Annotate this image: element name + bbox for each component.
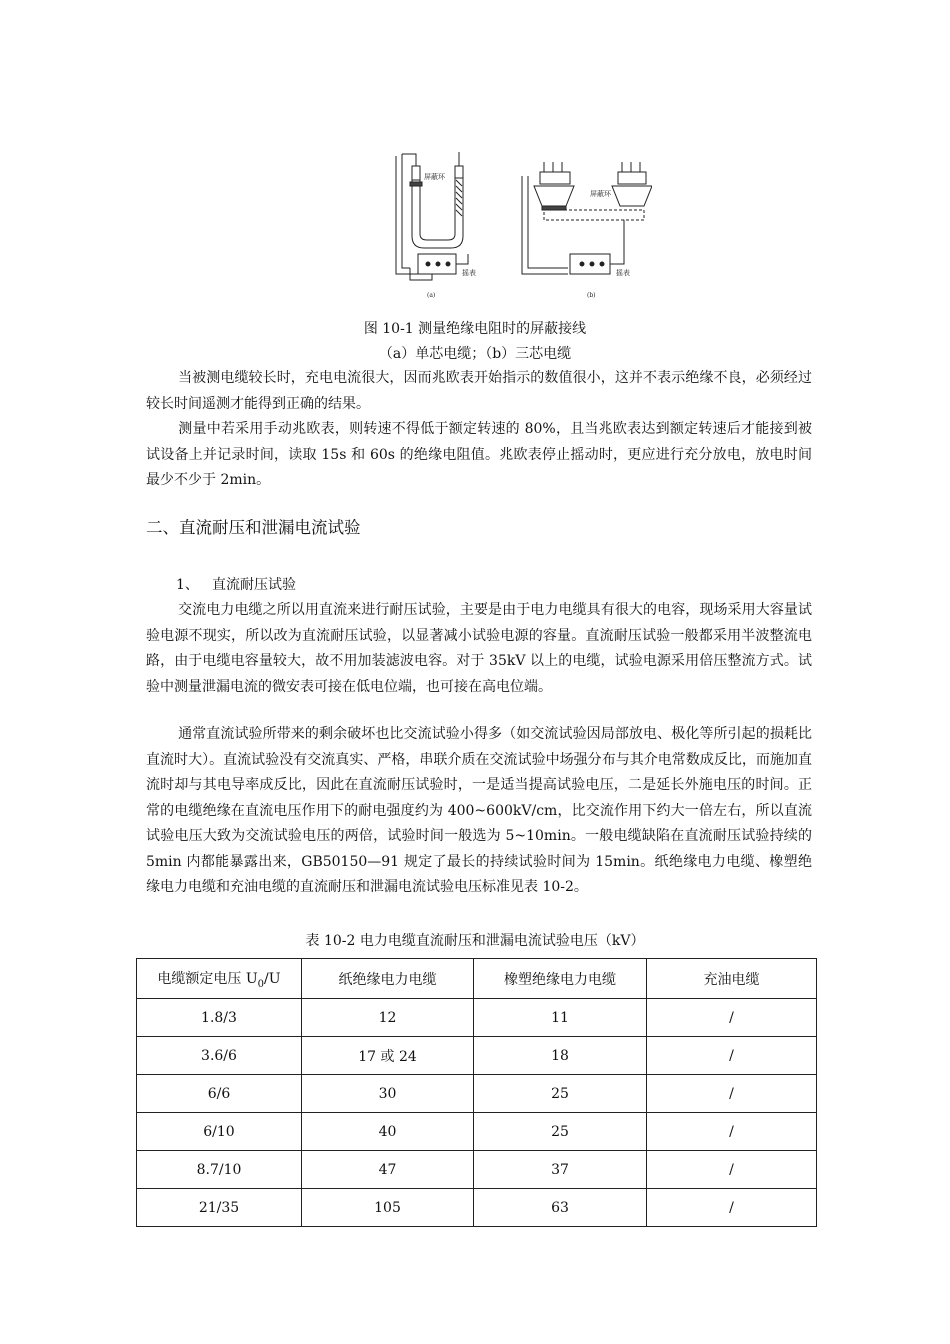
cell: 12 <box>302 999 474 1037</box>
cell: 3.6/6 <box>137 1037 302 1075</box>
cell: / <box>647 1151 817 1189</box>
cell: 8.7/10 <box>137 1151 302 1189</box>
cell: / <box>647 1189 817 1227</box>
table-row <box>137 999 817 1037</box>
cable-head-b-left <box>534 186 574 206</box>
terminal-b-right <box>618 172 646 184</box>
paragraph-4: 通常直流试验所带来的剩余破坏也比交流试验小得多（如交流试验因局部放电、极化等所引起的损耗比直流时大）。直流试验没有交流真实、严格，串联介质在交流试验中场强分布与其介电常数成反比，而施加直流时却与其电导率成反比，因此在直流耐压试验时，一是适当提高试验电压，二是延长外施电压的时间。正常的电缆绝缘在直流电压作用下的耐电强度约为 400~600kV/cm，比交流作用下约大一倍左右，所以直流试验电压大致为交流试验电压的两倍，试验时间一般选为 5~10min。一般电缆缺陷在直流耐压试验持续的 5min 内都能暴露出来，GB50150—91 规定了最长的持续试验时间为 15min。纸绝缘电力电缆、橡塑绝缘电力电缆和充油电缆的直流耐压和泄漏电流试验电压标准见表 10-2。 <box>146 726 812 895</box>
cell: 105 <box>302 1189 474 1227</box>
cell: 17 或 24 <box>302 1037 474 1075</box>
lead-wire-b <box>522 176 568 274</box>
table-row <box>137 1151 817 1189</box>
cell: / <box>647 1113 817 1151</box>
cell: 63 <box>474 1189 647 1227</box>
table-header-row <box>137 959 817 999</box>
megger-label-b: 摇表 <box>616 269 630 277</box>
shielding-wiring-diagram <box>372 146 652 306</box>
header-paper-insulated: 纸绝缘电力电缆 <box>302 959 474 999</box>
cell: / <box>647 999 817 1037</box>
cable-a-inner <box>420 178 455 240</box>
cable-head-b-right <box>612 186 652 206</box>
paragraph-3: 交流电力电缆之所以用直流来进行耐压试验，主要是由于电力电缆具有很大的电容，现场采用大容量试验电源不现实，所以改为直流耐压试验，以显著减小试验电源的容量。直流耐压试验一般都采用半波整流电路，由于电缆电容量较大，故不用加装滤波电容。对于 35kV 以上的电缆，试验电源采用倍压整流方式。试验中测量泄漏电流的微安表可接在低电位端，也可接在高电位端。 <box>146 602 812 695</box>
subsection-heading <box>176 574 296 594</box>
figure-caption: 图 10-1 测量绝缘电阻时的屏蔽接线 <box>363 321 587 337</box>
cell: 11 <box>474 999 647 1037</box>
table-row <box>137 1037 817 1075</box>
sub-label-a: (a) <box>427 292 436 299</box>
table-row <box>137 1113 817 1151</box>
lead-wire-a <box>402 154 410 268</box>
cell: 6/6 <box>137 1075 302 1113</box>
test-voltage-table <box>136 958 817 1227</box>
shield-ring-label-b: 屏蔽环 <box>590 190 611 198</box>
shield-ring-b <box>542 206 566 210</box>
figure-subcaption: （a）单芯电缆；（b）三芯电缆 <box>378 346 572 362</box>
cell: 47 <box>302 1151 474 1189</box>
header-oil-filled: 充油电缆 <box>647 959 817 999</box>
shield-ring-a <box>410 182 422 186</box>
lead-top-a <box>402 154 416 166</box>
terminal-b-left <box>540 172 570 184</box>
cell: 6/10 <box>137 1113 302 1151</box>
subsection-number: 1、 <box>176 577 199 593</box>
table-caption: 表 10-2 电力电缆直流耐压和泄漏电流试验电压（kV） <box>305 933 645 949</box>
header-rated-voltage: 电缆额定电压 $U_0/U$ <box>137 959 302 999</box>
cell: 40 <box>302 1113 474 1151</box>
section-heading: 二、直流耐压和泄漏电流试验 <box>146 518 361 537</box>
paragraph-2: 测量中若采用手动兆欧表，则转速不得低于额定转速的 80%，且当兆欧表达到额定转速后才能接到被试设备上并记录时间，读取 15s 和 60s 的绝缘电阻值。兆欧表停止摇动时，更应进行充分放电，放电时间最少不少于 2min。 <box>146 421 812 488</box>
cell: 1.8/3 <box>137 999 302 1037</box>
shield-ring-label-a: 屏蔽环 <box>424 173 445 181</box>
shielding-wiring-figure <box>372 146 652 306</box>
cell: 30 <box>302 1075 474 1113</box>
megger-label-a: 摇表 <box>462 269 476 277</box>
cable-b-body <box>544 210 644 220</box>
cell: 21/35 <box>137 1189 302 1227</box>
paragraph-1: 当被测电缆较长时，充电电流很大，因而兆欧表开始指示的数值很小，这并不表示绝缘不良，必须经过较长时间遥测才能得到正确的结果。 <box>146 370 812 412</box>
subsection-title: 直流耐压试验 <box>212 577 296 593</box>
cell: / <box>647 1075 817 1113</box>
cell: 25 <box>474 1113 647 1151</box>
sub-label-b: (b) <box>587 292 596 299</box>
header-rubber-plastic: 橡塑绝缘电力电缆 <box>474 959 647 999</box>
table-row <box>137 1189 817 1227</box>
cell: 18 <box>474 1037 647 1075</box>
table-row <box>137 1075 817 1113</box>
cell: / <box>647 1037 817 1075</box>
terminal-a-right <box>455 166 463 178</box>
terminal-a-left <box>412 166 420 180</box>
cell: 25 <box>474 1075 647 1113</box>
cell: 37 <box>474 1151 647 1189</box>
